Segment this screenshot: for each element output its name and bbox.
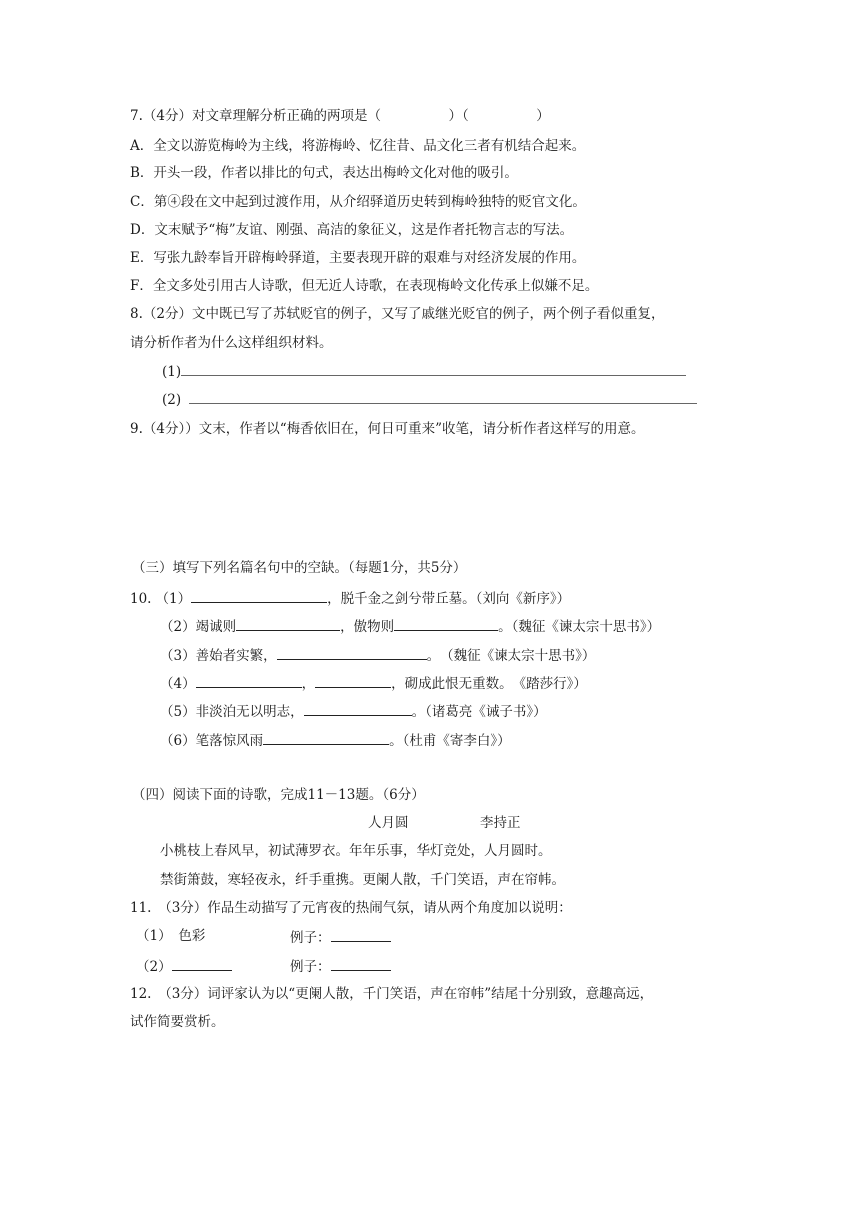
q7-option-b: B．开头一段，作者以排比的句式，表达出梅岭文化对他的吸引。 <box>130 165 518 181</box>
q8-answer-line-2 <box>162 390 697 410</box>
q8-answer-rule-1 <box>181 363 686 376</box>
q10-blank-7[interactable] <box>304 700 412 716</box>
q10-blank-5[interactable] <box>196 672 302 688</box>
q11-example-1: 例子： <box>290 926 391 948</box>
q10-blank-2[interactable] <box>236 615 340 631</box>
q10-line-4: （4） ， ，砌成此恨无重数。 《踏莎行》） <box>160 672 587 694</box>
q11-answer-row-2: （2） <box>136 955 232 977</box>
q10-blank-3[interactable] <box>394 615 498 631</box>
q7-option-c: C．第④段在文中起到过渡作用，从介绍驿道历史转到梅岭独特的贬官文化。 <box>130 194 586 210</box>
q11-blank-example-2[interactable] <box>331 955 391 971</box>
q8-stem-line1: 8.（2分）文中既已写了苏轼贬官的例子，又写了戚继光贬官的例子，两个例子看似重复， <box>130 306 665 322</box>
q10-line-1: 10. （1） ，脱千金之剑兮带丘墓。（刘向《新序》） <box>130 587 570 609</box>
section3-title: （三）填写下列名篇名句中的空缺。（每题1分，共5分） <box>132 560 467 576</box>
q8-answer-rule-2 <box>189 391 697 404</box>
q11-example-2: 例子： <box>290 955 391 977</box>
q7-option-d: D．文末赋予“梅”友谊、刚强、高洁的象征义，这是作者托物言志的写法。 <box>130 222 574 238</box>
poem-author: 李持正 <box>480 815 521 831</box>
q7-option-a: A．全文以游览梅岭为主线，将游梅岭、忆往昔、品文化三者有机结合起来。 <box>130 138 586 154</box>
q8-stem-line2: 请分析作者为什么这样组织材料。 <box>130 335 333 351</box>
q10-line-2: （2）竭诚则 ，傲物则 。（魏征《谏太宗十思书》） <box>160 615 660 637</box>
q11-blank-angle-2[interactable] <box>172 955 232 971</box>
q10-number: 10. <box>130 591 152 607</box>
q10-blank-1[interactable] <box>191 587 327 603</box>
section4-title: （四）阅读下面的诗歌，完成11－13题。（6分） <box>132 787 425 803</box>
q7-option-f: F．全文多处引用古人诗歌，但无近人诗歌，在表现梅岭文化传承上似嫌不足。 <box>130 278 599 294</box>
q9-stem: 9.（4分））文末，作者以“梅香依旧在，何日可重来”收笔，请分析作者这样写的用意。 <box>130 421 645 437</box>
q8-answer-line-1 <box>162 362 686 382</box>
q12-stem-line2: 试作简要赏析。 <box>130 1014 225 1030</box>
q10-blank-8[interactable] <box>263 729 389 745</box>
q11-stem: 11. （3分）作品生动描写了元宵夜的热闹气氛，请从两个角度加以说明： <box>130 900 572 916</box>
q11-answer-row-1: （1） 色彩 <box>136 928 206 944</box>
poem-line-2: 禁街箫鼓，寒轻夜永，纤手重携。更阑人散，千门笑语，声在帘帏。 <box>160 872 565 888</box>
q7-option-e: E．写张九龄奉旨开辟梅岭驿道，主要表现开辟的艰难与对经济发展的作用。 <box>130 250 586 266</box>
q10-line-6: （6）笔落惊风雨 。（杜甫《寄李白》） <box>160 729 511 751</box>
q12-stem-line1: 12. （3分）词评家认为以“更阑人散，千门笑语，声在帘帏”结尾十分别致，意趣高远， <box>130 986 654 1002</box>
q7-stem: 7.（4分）对文章理解分析正确的两项是（ ）（ ） <box>130 108 550 124</box>
q8-answer-label-1: (1) <box>162 364 182 380</box>
q10-line-3: （3）善始者实繁， 。 （魏征《谏太宗十思书》） <box>160 644 595 666</box>
q11-blank-example-1[interactable] <box>331 926 391 942</box>
q10-blank-6[interactable] <box>315 672 391 688</box>
poem-title: 人月圆 <box>368 815 409 831</box>
q10-line-5: （5）非淡泊无以明志， 。（诸葛亮《诫子书》） <box>160 700 547 722</box>
poem-line-1: 小桃枝上春风早，初试薄罗衣。年年乐事，华灯竞处，人月圆时。 <box>160 843 552 859</box>
q10-blank-4[interactable] <box>277 644 427 660</box>
q8-answer-label-2: (2) <box>162 392 182 408</box>
